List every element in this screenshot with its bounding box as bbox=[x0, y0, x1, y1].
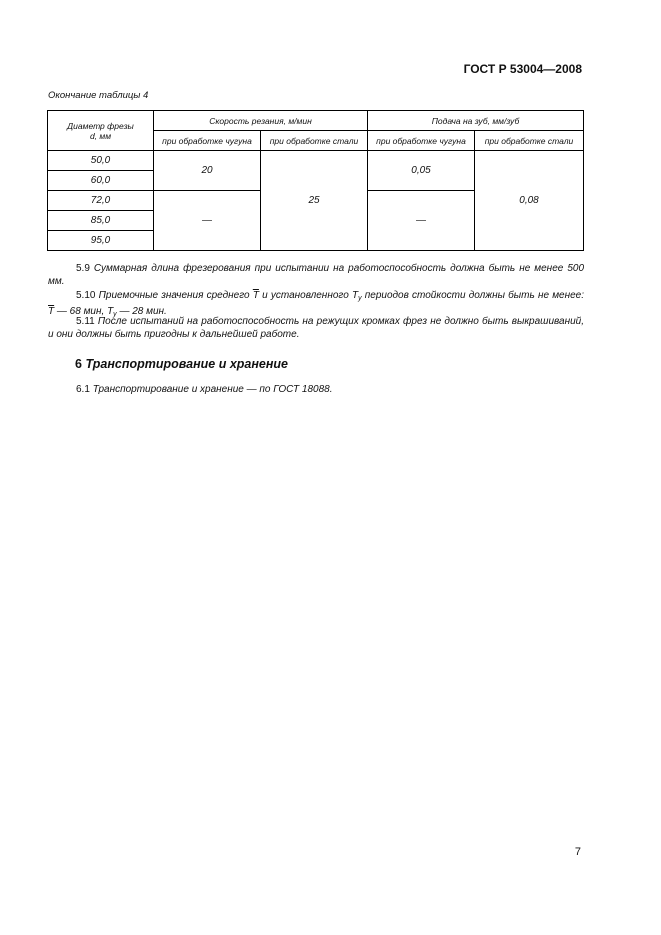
subheader-speed-cast-iron: при обработке чугуна bbox=[154, 131, 261, 151]
subheader-feed-steel: при обработке стали bbox=[475, 131, 584, 151]
subheader-feed-cast-iron: при обработке чугуна bbox=[368, 131, 475, 151]
table-cell-feed-steel: 0,08 bbox=[475, 151, 584, 251]
symbol-mean-tool-life: $\overline{T}$ bbox=[48, 306, 55, 317]
table-cell-diameter: 50,0 bbox=[48, 151, 154, 171]
paragraph-text: Суммарная длина фрезерования при испытании на работоспособность должна быть не менее 500 мм. bbox=[48, 263, 585, 287]
paragraph-number: 5.11 bbox=[76, 316, 95, 327]
paragraph-number: 5.9 bbox=[76, 263, 90, 274]
symbol-mean-tool-life: $\overline{T}$ bbox=[252, 290, 259, 301]
table-cell-feed-cast-iron: — bbox=[368, 191, 475, 251]
paragraph-number: 6.1 bbox=[76, 384, 90, 395]
table-cell-diameter: 60,0 bbox=[48, 171, 154, 191]
table-cell-diameter: 72,0 bbox=[48, 191, 154, 211]
header-diameter: Диаметр фрезы d, мм bbox=[48, 111, 154, 151]
paragraph-text: После испытаний на работоспособность на режущих кромках фрез не должно быть выкрашиваний, и они должны быть пригодны к дальнейшей работе. bbox=[48, 316, 585, 340]
subheader-speed-steel: при обработке стали bbox=[261, 131, 368, 151]
table-caption: Окончание таблицы 4 bbox=[48, 90, 149, 101]
table-cell-speed-cast-iron: 20 bbox=[154, 151, 261, 191]
symbol-set-tool-life: $T_y$ bbox=[351, 290, 362, 302]
paragraph-6-1 bbox=[48, 383, 584, 396]
paragraph-text: — 28 мин. bbox=[119, 306, 167, 317]
table-4 bbox=[47, 110, 584, 251]
document-header-code: ГОСТ Р 53004—2008 bbox=[463, 62, 582, 76]
table-cell-speed-cast-iron: — bbox=[154, 191, 261, 251]
paragraph-text: — 68 мин, bbox=[56, 306, 105, 317]
section-6-heading bbox=[75, 357, 288, 371]
section-number: 6 bbox=[75, 357, 82, 371]
paragraph-text: периодов стойкости должны быть не менее: bbox=[364, 290, 585, 301]
paragraph-5-11 bbox=[48, 315, 584, 341]
header-feed-per-tooth: Подача на зуб, мм/зуб bbox=[368, 111, 584, 131]
table-cell-feed-cast-iron: 0,05 bbox=[368, 151, 475, 191]
paragraph-text: и установленного bbox=[262, 290, 349, 301]
table-cell-diameter: 85,0 bbox=[48, 211, 154, 231]
paragraph-5-9 bbox=[48, 262, 584, 288]
paragraph-number: 5.10 bbox=[76, 290, 96, 301]
paragraph-text: Приемочные значения среднего bbox=[98, 290, 250, 301]
header-cutting-speed: Скорость резания, м/мин bbox=[154, 111, 368, 131]
table-cell-speed-steel: 25 bbox=[261, 151, 368, 251]
page-number: 7 bbox=[574, 846, 581, 858]
symbol-set-tool-life: $T_y$ bbox=[107, 306, 117, 318]
table-cell-diameter: 95,0 bbox=[48, 231, 154, 251]
section-title: Транспортирование и хранение bbox=[85, 357, 289, 371]
paragraph-text: Транспортирование и хранение — по ГОСТ 18088. bbox=[92, 384, 333, 395]
